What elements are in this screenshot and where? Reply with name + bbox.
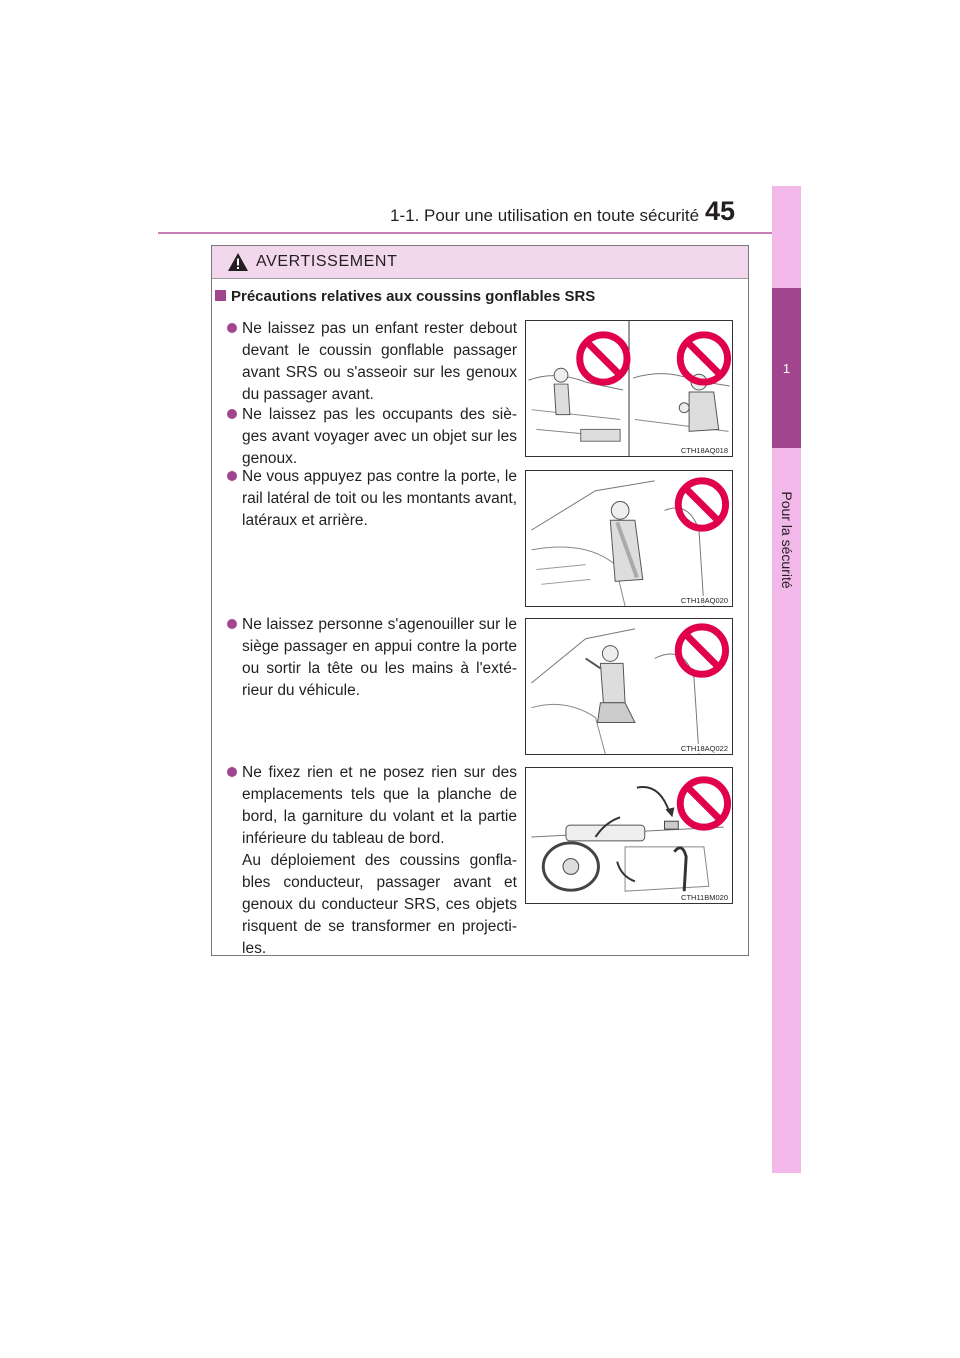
warning-title: AVERTISSEMENT xyxy=(256,253,398,270)
header-rule xyxy=(158,232,801,234)
illustration-kneeling xyxy=(525,618,733,755)
bullet-icon xyxy=(227,767,237,777)
section-title xyxy=(215,288,595,305)
list-item xyxy=(227,614,517,702)
bullet-icon xyxy=(227,409,237,419)
list-item-text: Ne fixez rien et ne posez rien sur des emplacements tels que la planche de bord, la garniture du volant et la partie inférieure du tableau de bord. xyxy=(242,764,517,847)
kneeling-on-seat-illustration xyxy=(526,619,732,754)
list-item-text: Ne laissez pas les occupants des siè-ges avant voyager avec un objet sur les genoux. xyxy=(242,406,517,467)
bullet-icon xyxy=(227,619,237,629)
list-item xyxy=(227,318,517,406)
leaning-on-door-illustration xyxy=(526,471,732,606)
list-item-text: Ne laissez personne s'agenouiller sur le siège passager en appui contre la porte ou sortir la tête ou les mains à l'exté-rieur du véhicule. xyxy=(242,616,517,699)
list-item-text: Ne laissez pas un enfant rester debout devant le coussin gonflable passager avant SRS ou s'asseoir sur les genoux du passager avant. xyxy=(242,320,517,403)
illustration-dashboard xyxy=(525,767,733,904)
list-item xyxy=(227,762,517,960)
illustration-code: CTH18AQ018 xyxy=(680,446,728,455)
illustration-code: CTH18AQ022 xyxy=(680,744,728,753)
bullet-icon xyxy=(227,323,237,333)
illustration-code: CTH11BM020 xyxy=(681,893,728,902)
warning-triangle-icon xyxy=(227,252,249,272)
warning-header xyxy=(212,246,748,279)
child-front-seat-illustration xyxy=(526,321,732,456)
bullet-icon xyxy=(227,471,237,481)
list-item xyxy=(227,466,517,532)
dashboard-objects-illustration xyxy=(526,768,732,903)
section-title-text: Précautions relatives aux coussins gonflables SRS xyxy=(231,288,596,305)
page-number: 45 xyxy=(705,196,736,226)
section-square-icon xyxy=(215,290,226,301)
illustration-child-seat xyxy=(525,320,733,457)
side-tab-label: Pour la sécurité xyxy=(779,491,795,589)
list-item xyxy=(227,404,517,470)
illustration-code: CTH18AQ020 xyxy=(680,596,728,605)
list-item-text: Ne vous appuyez pas contre la porte, le rail latéral de toit ou les montants avant, latéraux et arrière. xyxy=(242,468,517,529)
chapter-number: 1 xyxy=(782,360,791,376)
list-item-continuation: Au déploiement des coussins gonfla-bles conducteur, passager avant et genoux du conducteur SRS, ces objets risquent de se transformer en projecti-les. xyxy=(242,852,517,957)
illustration-leaning-door xyxy=(525,470,733,607)
chapter-tab xyxy=(772,288,801,448)
running-header: 1-1. Pour une utilisation en toute sécurité xyxy=(390,206,700,225)
